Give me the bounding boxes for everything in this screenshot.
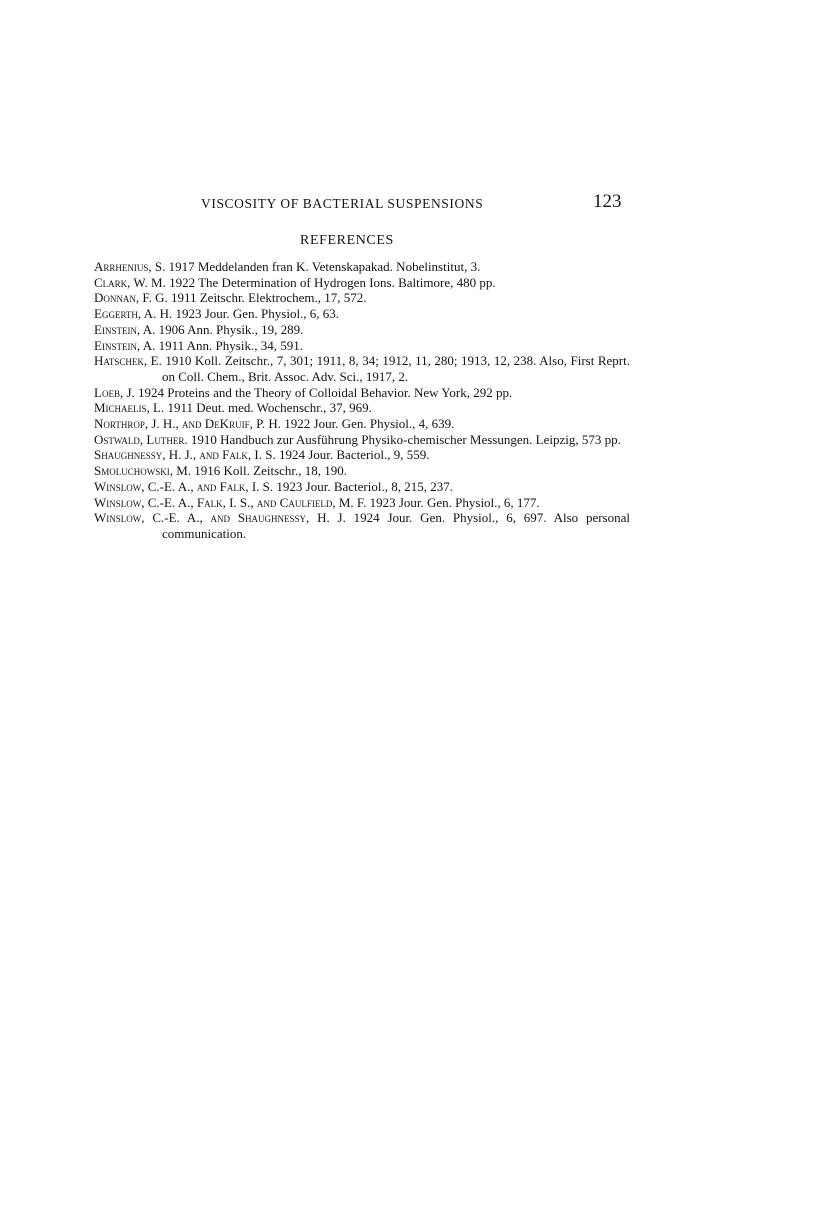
reference-author: Einstein, A. [94, 321, 156, 337]
reference-entry [94, 306, 630, 322]
running-head-title: VISCOSITY OF BACTERIAL SUSPENSIONS [201, 196, 484, 211]
reference-author: Winslow, C.-E. A., Falk, I. S., and Caulfield, M. F. [94, 494, 367, 510]
reference-author: Winslow, C.-E. A., and Shaughnessy, H. J. [94, 510, 346, 526]
reference-entry [94, 495, 630, 511]
reference-entry [94, 510, 630, 541]
reference-entry [94, 432, 630, 448]
reference-citation: 1923 Jour. Bacteriol., 8, 215, 237. [273, 478, 453, 494]
reference-entry [94, 400, 630, 416]
reference-author: Donnan, F. G. [94, 290, 168, 306]
reference-entry [94, 290, 630, 306]
reference-entry [94, 275, 630, 291]
reference-author: Eggerth, A. H. [94, 306, 173, 322]
reference-citation: 1924 Jour. Bacteriol., 9, 559. [275, 447, 430, 463]
reference-citation: 1910 Koll. Zeitschr., 7, 301; 1911, 8, 34; 1912, 11, 280; 1913, 12, 238. Also, First Reprt. on Coll. Chem., Brit. Assoc. Adv. Sci., 1917, 2. [161, 353, 630, 384]
references-heading: REFERENCES [300, 233, 394, 248]
reference-author: Ostwald, Luther. [94, 431, 188, 447]
reference-author: Shaughnessy, H. J., and Falk, I. S. [94, 447, 276, 463]
reference-author: Clark, W. M. [94, 274, 166, 290]
reference-citation: 1923 Jour. Gen. Physiol., 6, 177. [366, 494, 540, 510]
reference-entry [94, 338, 630, 354]
reference-entry [94, 479, 630, 495]
reference-citation: 1911 Ann. Physik., 34, 591. [155, 337, 303, 353]
reference-author: Hatschek, E. [94, 353, 162, 369]
reference-author: Loeb, J. [94, 384, 135, 400]
reference-citation: 1906 Ann. Physik., 19, 289. [155, 321, 304, 337]
reference-entry [94, 322, 630, 338]
reference-citation: 1911 Zeitschr. Elektrochem., 17, 572. [167, 290, 367, 306]
page-number: 123 [593, 191, 622, 212]
reference-citation: 1923 Jour. Gen. Physiol., 6, 63. [172, 306, 340, 322]
reference-citation: 1917 Meddelanden fran K. Vetenskapakad. Nobelinstitut, 3. [165, 259, 481, 274]
reference-citation: 1910 Handbuch zur Ausführung Physiko-chemischer Messungen. Leipzig, 573 pp. [187, 431, 621, 447]
reference-entry [94, 416, 630, 432]
reference-entry [94, 259, 630, 275]
reference-citation: 1924 Jour. Gen. Physiol., 6, 697. Also personal communication. [162, 510, 630, 541]
reference-author: Einstein, A. [94, 337, 156, 353]
reference-entry [94, 353, 630, 384]
reference-citation: 1924 Proteins and the Theory of Colloidal Behavior. New York, 292 pp. [134, 384, 513, 400]
reference-entry [94, 463, 630, 479]
reference-author: Smoluchowski, M. [94, 463, 192, 479]
reference-citation: 1922 Jour. Gen. Physiol., 4, 639. [281, 416, 455, 432]
reference-entry [94, 385, 630, 401]
reference-author: Arrhenius, S. [94, 259, 166, 274]
reference-citation: 1911 Deut. med. Wochenschr., 37, 969. [164, 400, 372, 416]
reference-author: Northrop, J. H., and DeKruif, P. H. [94, 416, 282, 432]
reference-author: Winslow, C.-E. A., and Falk, I. S. [94, 478, 274, 494]
reference-citation: 1922 The Determination of Hydrogen Ions. Baltimore, 480 pp. [165, 274, 496, 290]
reference-citation: 1916 Koll. Zeitschr., 18, 190. [191, 463, 348, 479]
reference-author: Michaelis, L. [94, 400, 165, 416]
reference-list [94, 259, 630, 542]
reference-entry [94, 447, 630, 463]
